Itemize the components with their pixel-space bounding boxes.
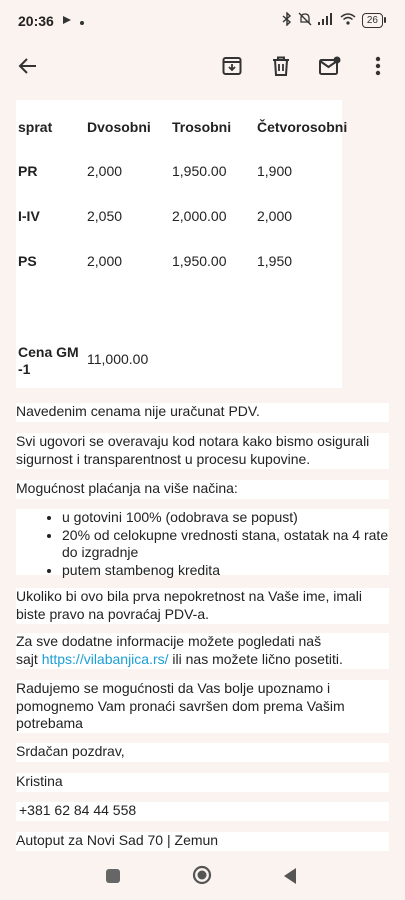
vat-note: Navedenim cenama nije uračunat PDV. — [16, 403, 389, 422]
more-vert-icon — [375, 56, 381, 81]
greeting: Srdačan pozdrav, — [16, 743, 389, 762]
bluetooth-icon — [282, 12, 292, 29]
row-i-iv-floor: I-IV — [18, 208, 40, 224]
mark-unread-button[interactable] — [312, 50, 348, 86]
row-ps-cetvorosobni: 1,950 — [257, 253, 293, 269]
row-pr-cetvorosobni: 1,900 — [257, 163, 293, 179]
vat-refund-paragraph: Ukoliko bi ovo bila prva nepokretnost na Vaše ime, imali biste pravo na povraćaj PDV-a. — [16, 588, 389, 624]
header-cetvorosobni: Četvorosobni — [257, 119, 348, 135]
archive-button[interactable] — [214, 50, 250, 86]
row-pr-trosobni: 1,950.00 — [172, 163, 227, 179]
notary-paragraph: Svi ugovori se overavaju kod notara kako bismo osigurali sigurnost i transparentnost u procesu kupovine. — [16, 433, 389, 469]
row-i-iv-trosobni: 2,000.00 — [172, 208, 227, 224]
archive-icon — [222, 56, 242, 81]
status-time: 20:36 — [18, 13, 54, 29]
row-i-iv-cetvorosobni: 2,000 — [257, 208, 293, 224]
play-icon — [62, 14, 72, 28]
list-item: • u gotovini 100% (odobrava se popust) — [62, 509, 389, 527]
more-options-button[interactable] — [360, 50, 396, 86]
mark-unread-icon — [319, 56, 341, 81]
back-button[interactable] — [10, 50, 46, 86]
garage-label-line2: -1 — [18, 361, 31, 377]
list-item: • 20% od celokupne vrednosti stana, ostatak na 4 rate do izgradnje — [62, 527, 389, 562]
back-arrow-icon — [18, 56, 38, 81]
payment-options-list — [16, 509, 389, 578]
delete-button[interactable] — [263, 50, 299, 86]
payment-intro: Mogućnost plaćanja na više načina: — [16, 480, 389, 499]
garage-price: 11,000.00 — [87, 351, 149, 367]
phone-number[interactable]: +381 62 84 44 558 — [16, 802, 389, 821]
wifi-icon — [340, 13, 356, 28]
recents-icon[interactable] — [106, 869, 120, 883]
row-ps-dvosobni: 2,000 — [87, 253, 123, 269]
signal-icon — [318, 13, 334, 28]
address: Autoput za Novi Sad 70 | Zemun — [16, 832, 389, 851]
signature-name: Kristina — [16, 773, 389, 792]
row-pr-dvosobni: 2,000 — [87, 163, 123, 179]
list-item: • putem stambenog kredita — [62, 562, 389, 580]
row-ps-floor: PS — [18, 253, 37, 269]
email-body — [0, 100, 405, 855]
garage-label-line1: Cena GM — [18, 344, 79, 360]
header-dvosobni: Dvosobni — [87, 119, 151, 135]
delete-icon — [272, 56, 290, 81]
website-link[interactable]: https://vilabanjica.rs/ — [41, 650, 169, 667]
email-toolbar — [0, 44, 405, 92]
dot-icon — [80, 14, 84, 28]
system-nav-bar — [0, 855, 405, 900]
price-table — [16, 100, 348, 388]
info-paragraph: Za sve dodatne informacije možete pogledati naš sajt https://vilabanjica.rs/ ili nas možete lično posetiti. — [16, 633, 389, 669]
mute-icon — [298, 12, 312, 29]
status-bar — [0, 0, 405, 44]
header-floor: sprat — [18, 119, 53, 135]
row-i-iv-dvosobni: 2,050 — [87, 208, 123, 224]
home-icon[interactable] — [192, 865, 212, 885]
back-icon[interactable] — [283, 867, 297, 885]
closing-paragraph: Radujemo se mogućnosti da Vas bolje upoznamo i pomognemo Vam pronaći savršen dom prema Vašim potrebama — [16, 680, 389, 733]
row-pr-floor: PR — [18, 163, 38, 179]
header-trosobni: Trosobni — [172, 119, 232, 135]
battery-icon: 26 — [362, 13, 383, 28]
row-ps-trosobni: 1,950.00 — [172, 253, 227, 269]
